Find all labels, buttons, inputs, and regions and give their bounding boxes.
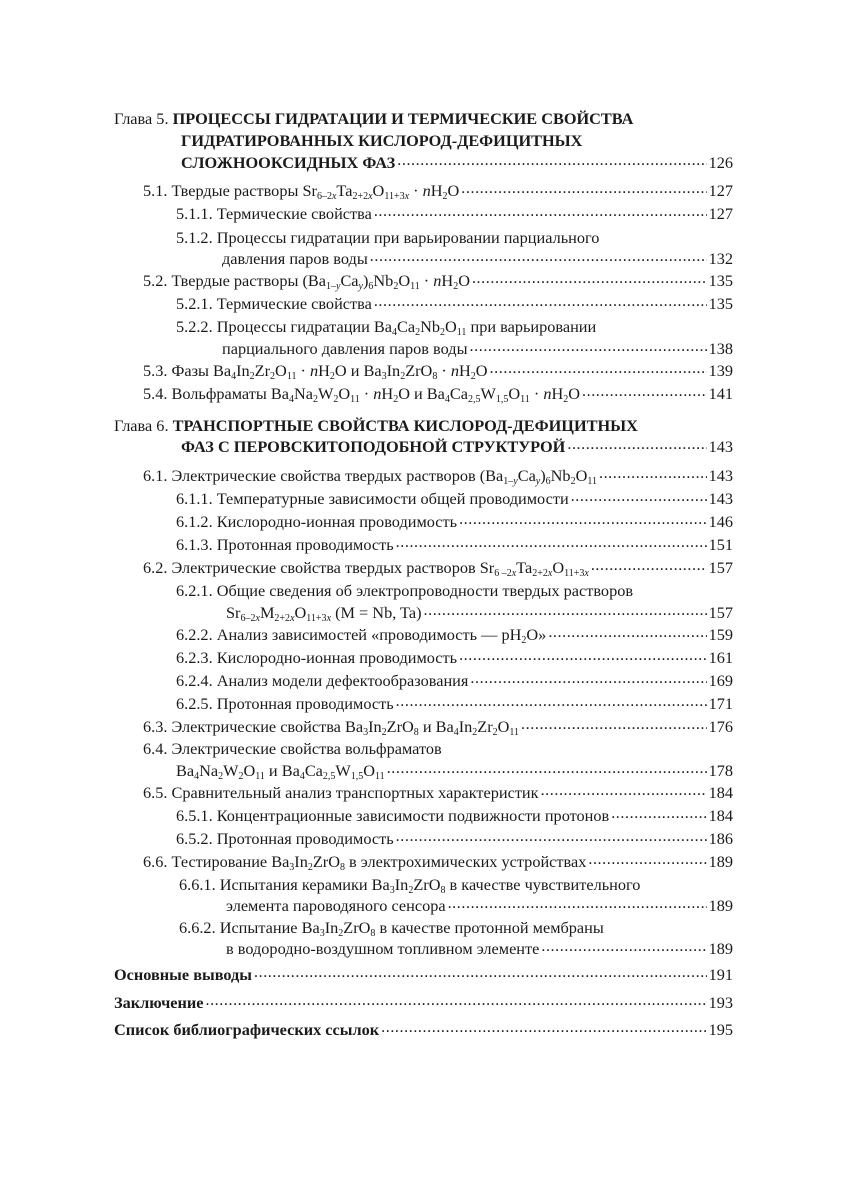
toc-entry-title: 6.1. Электрические свойства твердых растворов $(Ba_{1-y}Ca_y)_6Nb_2O_{11}$: [143, 466, 597, 487]
toc-entry-title: давления паров воды: [222, 249, 368, 268]
toc-entry: [0, 488, 733, 510]
toc-entry-title: 6.4. Электрические свойства вольфраматов: [143, 739, 442, 758]
toc-entry-title: 5.1.1. Термические свойства: [176, 204, 372, 223]
toc-leader-dots: [424, 604, 707, 618]
toc-entry-title: $Sr_{6-2x}M_{2+2x}O_{11+3x}$ (M = Nb, Ta): [226, 603, 422, 624]
toc-page-number: 157: [708, 558, 733, 577]
toc-page-number: 195: [708, 1020, 733, 1039]
toc-page-number: 178: [708, 761, 733, 780]
toc-page-number: 176: [708, 717, 733, 736]
toc-entry-title: в водородно-воздушном топливном элементе: [226, 939, 540, 958]
toc-entry: [0, 152, 733, 174]
toc-page-number: 189: [708, 896, 733, 915]
toc-entry-title: 6.2.1. Общие сведения об электропроводности твердых растворов: [176, 581, 634, 600]
toc-leader-dots: [396, 536, 707, 550]
toc-entry: [0, 580, 733, 602]
toc-entry-title: $Ba_4Na_2W_2O_{11}$ и $Ba_4Ca_{2,5}W_{1,5}O_{11}$: [176, 761, 385, 782]
toc-entry: [0, 360, 733, 382]
toc-entry-title: 5.2. Твердые растворы $(Ba_{1-y}Ca_y)_6Nb_2O_{11} \cdot nH_2O$: [143, 271, 470, 292]
toc-entry: [0, 180, 733, 202]
toc-page-number: 189: [708, 939, 733, 958]
toc-leader-dots: [374, 295, 707, 309]
toc-entry: [0, 874, 733, 896]
toc-page-number: 143: [708, 489, 733, 508]
toc-page-number: 171: [708, 694, 733, 713]
toc-entry: [0, 383, 733, 405]
toc-page-number: 184: [708, 806, 733, 825]
toc-entry: [0, 415, 733, 437]
toc-entry-title: Глава 5. ПРОЦЕССЫ ГИДРАТАЦИИ И ТЕРМИЧЕСКИЕ СВОЙСТВА: [114, 109, 634, 128]
toc-page-number: 138: [708, 339, 733, 358]
toc-page-number: 157: [708, 603, 733, 622]
toc-page-number: 159: [708, 625, 733, 644]
toc-entry-title: 6.2.2. Анализ зависимостей «проводимость — $pH_2O$»: [176, 625, 547, 646]
toc-entry: [0, 647, 733, 669]
toc-leader-dots: [448, 897, 707, 911]
toc-entry-title: 6.2.4. Анализ модели дефектообразования: [176, 671, 469, 690]
toc-page-number: 169: [708, 671, 733, 690]
toc-entry-title: 6.5.1. Концентрационные зависимости подвижности протонов: [176, 806, 610, 825]
toc-leader-dots: [490, 362, 707, 376]
toc-entry-title: 5.2.2. Процессы гидратации $Ba_4Ca_2Nb_2O_{11}$ при варьировании: [176, 317, 597, 338]
toc-entry-title: Основные выводы: [114, 965, 252, 984]
toc-page-number: 135: [708, 294, 733, 313]
toc-entry: [0, 1019, 733, 1041]
toc-entry: [0, 895, 733, 917]
toc-leader-dots: [521, 718, 707, 732]
toc-entry-title: 6.2. Электрические свойства твердых растворов $Sr_{6 -2x}Ta_{2+2x}O_{11+3x}$: [143, 558, 589, 579]
toc-page-number: 161: [708, 648, 733, 667]
toc-leader-dots: [599, 467, 707, 481]
toc-leader-dots: [588, 853, 706, 867]
toc-page-number: 127: [708, 204, 733, 223]
toc-entry: [0, 511, 733, 533]
toc-leader-dots: [567, 438, 706, 452]
toc-entry-title: 6.2.5. Протонная проводимость: [176, 694, 394, 713]
toc-page-number: 126: [708, 153, 733, 172]
toc-page-number: 186: [708, 829, 733, 848]
toc-entry: [0, 992, 733, 1014]
toc-page-number: 151: [708, 535, 733, 554]
toc-entry: [0, 851, 733, 873]
toc-entry-title: 6.1.2. Кислородно-ионная проводимость: [176, 512, 458, 531]
toc-entry: [0, 227, 733, 249]
toc-entry-title: 6.6. Тестирование $Ba_3In_2ZrO_8$ в электрохимических устройствах: [143, 852, 587, 873]
toc-leader-dots: [381, 1021, 706, 1035]
toc-page-number: 132: [708, 249, 733, 268]
toc-leader-dots: [370, 250, 707, 264]
toc-entry: [0, 108, 733, 130]
toc-leader-dots: [470, 340, 707, 354]
toc-leader-dots: [254, 966, 707, 980]
toc-entry: [0, 130, 733, 152]
toc-page-number: 146: [708, 512, 733, 531]
toc-leader-dots: [205, 994, 706, 1008]
toc-leader-dots: [470, 672, 706, 686]
toc-entry-title: 6.1.3. Протонная проводимость: [176, 535, 394, 554]
toc-leader-dots: [472, 272, 707, 286]
toc-entry: [0, 964, 733, 986]
toc-entry: [0, 248, 733, 270]
toc-entry-title: Заключение: [114, 993, 204, 1012]
toc-entry-title: Список библиографических ссылок: [114, 1020, 380, 1039]
toc-leader-dots: [459, 513, 707, 527]
toc-entry-title: ФАЗ С ПЕРОВСКИТОПОДОБНОЙ СТРУКТУРОЙ: [181, 437, 566, 456]
toc-leader-dots: [396, 830, 707, 844]
toc-leader-dots: [461, 182, 706, 196]
toc-entry: [0, 293, 733, 315]
toc-entry: [0, 203, 733, 225]
toc-entry-title: 5.2.1. Термические свойства: [176, 294, 372, 313]
toc-entry-title: 6.2.3. Кислородно-ионная проводимость: [176, 648, 458, 667]
toc-entry-title: ГИДРАТИРОВАННЫХ КИСЛОРОД-ДЕФИЦИТНЫХ: [181, 131, 583, 150]
toc-entry-title: элемента пароводяного сенсора: [226, 896, 446, 915]
toc-entry-title: СЛОЖНООКСИДНЫХ ФАЗ: [181, 153, 396, 172]
toc-page-number: 143: [708, 466, 733, 485]
toc-leader-dots: [374, 205, 707, 219]
toc-entry-title: 6.5.2. Протонная проводимость: [176, 829, 394, 848]
toc-entry: [0, 557, 733, 579]
toc-entry: [0, 805, 733, 827]
toc-page-number: 127: [708, 181, 733, 200]
toc-entry: [0, 828, 733, 850]
toc-entry-title: 5.1. Твердые растворы $Sr_{6-2x}Ta_{2+2x}O_{11+3x} \cdot nH_2O$: [143, 181, 460, 202]
toc-leader-dots: [548, 626, 706, 640]
toc-entry-title: 6.6.2. Испытание $Ba_3In_2ZrO_8$ в качестве протонной мембраны: [179, 918, 604, 939]
toc-leader-dots: [397, 154, 706, 168]
toc-page-number: 139: [708, 361, 733, 380]
toc-leader-dots: [459, 649, 707, 663]
toc-entry-title: парциального давления паров воды: [222, 339, 468, 358]
toc-page-number: 189: [708, 852, 733, 871]
toc-entry: [0, 738, 733, 760]
toc-entry: [0, 670, 733, 692]
toc-entry-title: 6.6.1. Испытания керамики $Ba_3In_2ZrO_8$ в качестве чувствительного: [179, 875, 641, 896]
toc-page-number: 143: [708, 437, 733, 456]
toc-leader-dots: [541, 940, 706, 954]
toc-leader-dots: [611, 807, 706, 821]
toc-page-number: 184: [708, 783, 733, 802]
toc-entry-title: 5.1.2. Процессы гидратации при варьировании парциального: [176, 228, 600, 247]
toc-leader-dots: [571, 490, 707, 504]
toc-page-number: 135: [708, 271, 733, 290]
toc-entry: [0, 760, 733, 782]
toc-entry: [0, 316, 733, 338]
toc-entry: [0, 693, 733, 715]
toc-entry-title: 5.3. Фазы $Ba_4In_2Zr_2O_{11} \cdot nH_2O$ и $Ba_3In_2ZrO_8 \cdot nH_2O$: [143, 361, 488, 382]
toc-entry: [0, 465, 733, 487]
toc-entry: [0, 782, 733, 804]
toc-entry: [0, 602, 733, 624]
toc-entry-title: 6.5. Сравнительный анализ транспортных характеристик: [143, 783, 539, 802]
toc-entry-title: Глава 6. ТРАНСПОРТНЫЕ СВОЙСТВА КИСЛОРОД-ДЕФИЦИТНЫХ: [114, 416, 638, 435]
toc-page-number: 191: [708, 965, 733, 984]
toc-page-number: 193: [708, 993, 733, 1012]
toc-leader-dots: [582, 385, 707, 399]
toc-entry-title: 6.1.1. Температурные зависимости общей проводимости: [176, 489, 569, 508]
toc-entry-title: 5.4. Вольфраматы $Ba_4Na_2W_2O_{11} \cdot nH_2O$ и $Ba_4Ca_{2,5}W_{1,5}O_{11} \cdot nH_2O$: [143, 384, 580, 405]
toc-leader-dots: [541, 784, 707, 798]
toc-leader-dots: [387, 762, 707, 776]
toc-entry: [0, 917, 733, 939]
toc-entry: [0, 338, 733, 360]
toc-entry: [0, 938, 733, 960]
toc-entry: [0, 716, 733, 738]
toc-leader-dots: [591, 559, 707, 573]
toc-entry: [0, 534, 733, 556]
toc-entry: [0, 270, 733, 292]
toc-page-number: 141: [708, 384, 733, 403]
toc-entry: [0, 624, 733, 646]
toc-leader-dots: [396, 695, 707, 709]
toc-entry-title: 6.3. Электрические свойства $Ba_3In_2ZrO_8$ и $Ba_4In_2Zr_2O_{11}$: [143, 717, 520, 738]
toc-entry: [0, 436, 733, 458]
